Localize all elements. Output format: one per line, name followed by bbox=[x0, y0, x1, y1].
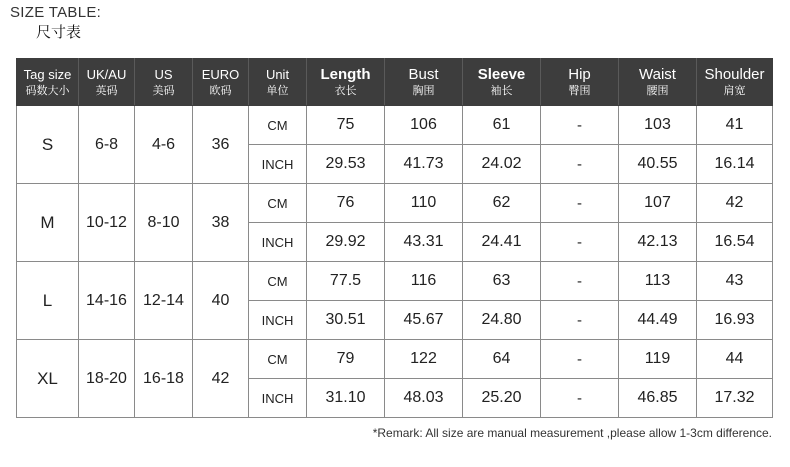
sleeve-cell: 24.02 bbox=[463, 145, 541, 184]
waist-cell: 40.55 bbox=[619, 145, 697, 184]
col-header-length: Length 衣长 bbox=[307, 59, 385, 106]
length-cell: 79 bbox=[307, 340, 385, 379]
shoulder-cell: 16.14 bbox=[697, 145, 773, 184]
sleeve-cell: 63 bbox=[463, 262, 541, 301]
unit-cell: CM bbox=[249, 184, 307, 223]
euro-cell: 40 bbox=[193, 262, 249, 340]
tag-size-cell: M bbox=[17, 184, 79, 262]
hip-cell: - bbox=[541, 106, 619, 145]
hip-cell: - bbox=[541, 301, 619, 340]
length-cell: 75 bbox=[307, 106, 385, 145]
length-cell: 31.10 bbox=[307, 379, 385, 418]
tag-size-cell: L bbox=[17, 262, 79, 340]
bust-cell: 43.31 bbox=[385, 223, 463, 262]
waist-cell: 42.13 bbox=[619, 223, 697, 262]
unit-cell: INCH bbox=[249, 145, 307, 184]
col-header-euro: EURO 欧码 bbox=[193, 59, 249, 106]
shoulder-cell: 44 bbox=[697, 340, 773, 379]
unit-cell: CM bbox=[249, 106, 307, 145]
bust-cell: 110 bbox=[385, 184, 463, 223]
length-cell: 29.53 bbox=[307, 145, 385, 184]
us-cell: 16-18 bbox=[135, 340, 193, 418]
sleeve-cell: 24.80 bbox=[463, 301, 541, 340]
size-table bbox=[16, 58, 773, 418]
shoulder-cell: 41 bbox=[697, 106, 773, 145]
col-header-waist: Waist 腰围 bbox=[619, 59, 697, 106]
col-header-unit: Unit 单位 bbox=[249, 59, 307, 106]
sleeve-cell: 61 bbox=[463, 106, 541, 145]
waist-cell: 103 bbox=[619, 106, 697, 145]
sleeve-cell: 25.20 bbox=[463, 379, 541, 418]
waist-cell: 119 bbox=[619, 340, 697, 379]
euro-cell: 36 bbox=[193, 106, 249, 184]
waist-cell: 46.85 bbox=[619, 379, 697, 418]
col-header-bust: Bust 胸围 bbox=[385, 59, 463, 106]
bust-cell: 122 bbox=[385, 340, 463, 379]
sleeve-cell: 62 bbox=[463, 184, 541, 223]
waist-cell: 113 bbox=[619, 262, 697, 301]
unit-cell: CM bbox=[249, 262, 307, 301]
heading-subtitle: 尺寸表 bbox=[36, 24, 82, 42]
table-heading bbox=[10, 4, 101, 42]
unit-cell: INCH bbox=[249, 379, 307, 418]
col-header-uk-au: UK/AU 英码 bbox=[79, 59, 135, 106]
hip-cell: - bbox=[541, 379, 619, 418]
shoulder-cell: 16.93 bbox=[697, 301, 773, 340]
table-row bbox=[17, 262, 773, 301]
bust-cell: 48.03 bbox=[385, 379, 463, 418]
euro-cell: 38 bbox=[193, 184, 249, 262]
shoulder-cell: 16.54 bbox=[697, 223, 773, 262]
hip-cell: - bbox=[541, 184, 619, 223]
bust-cell: 45.67 bbox=[385, 301, 463, 340]
sleeve-cell: 24.41 bbox=[463, 223, 541, 262]
us-cell: 4-6 bbox=[135, 106, 193, 184]
table-row bbox=[17, 184, 773, 223]
us-cell: 12-14 bbox=[135, 262, 193, 340]
hip-cell: - bbox=[541, 223, 619, 262]
uk-au-cell: 6-8 bbox=[79, 106, 135, 184]
waist-cell: 107 bbox=[619, 184, 697, 223]
bust-cell: 116 bbox=[385, 262, 463, 301]
tag-size-cell: S bbox=[17, 106, 79, 184]
uk-au-cell: 18-20 bbox=[79, 340, 135, 418]
unit-cell: CM bbox=[249, 340, 307, 379]
uk-au-cell: 10-12 bbox=[79, 184, 135, 262]
unit-cell: INCH bbox=[249, 301, 307, 340]
sleeve-cell: 64 bbox=[463, 340, 541, 379]
us-cell: 8-10 bbox=[135, 184, 193, 262]
length-cell: 77.5 bbox=[307, 262, 385, 301]
uk-au-cell: 14-16 bbox=[79, 262, 135, 340]
waist-cell: 44.49 bbox=[619, 301, 697, 340]
length-cell: 29.92 bbox=[307, 223, 385, 262]
col-header-us: US 美码 bbox=[135, 59, 193, 106]
heading-title: SIZE TABLE: bbox=[10, 4, 102, 21]
hip-cell: - bbox=[541, 145, 619, 184]
unit-cell: INCH bbox=[249, 223, 307, 262]
hip-cell: - bbox=[541, 340, 619, 379]
tag-size-cell: XL bbox=[17, 340, 79, 418]
col-header-sleeve: Sleeve 袖长 bbox=[463, 59, 541, 106]
remark-note: *Remark: All size are manual measurement ,please allow 1-3cm difference. bbox=[372, 426, 772, 440]
hip-cell: - bbox=[541, 262, 619, 301]
bust-cell: 41.73 bbox=[385, 145, 463, 184]
table-row bbox=[17, 340, 773, 379]
shoulder-cell: 17.32 bbox=[697, 379, 773, 418]
shoulder-cell: 42 bbox=[697, 184, 773, 223]
header-row bbox=[17, 59, 773, 106]
length-cell: 76 bbox=[307, 184, 385, 223]
col-header-shoulder: Shoulder 肩宽 bbox=[697, 59, 773, 106]
col-header-hip: Hip 臀围 bbox=[541, 59, 619, 106]
euro-cell: 42 bbox=[193, 340, 249, 418]
table-row bbox=[17, 106, 773, 145]
bust-cell: 106 bbox=[385, 106, 463, 145]
col-header-tag-size: Tag size 码数大小 bbox=[17, 59, 79, 106]
shoulder-cell: 43 bbox=[697, 262, 773, 301]
length-cell: 30.51 bbox=[307, 301, 385, 340]
